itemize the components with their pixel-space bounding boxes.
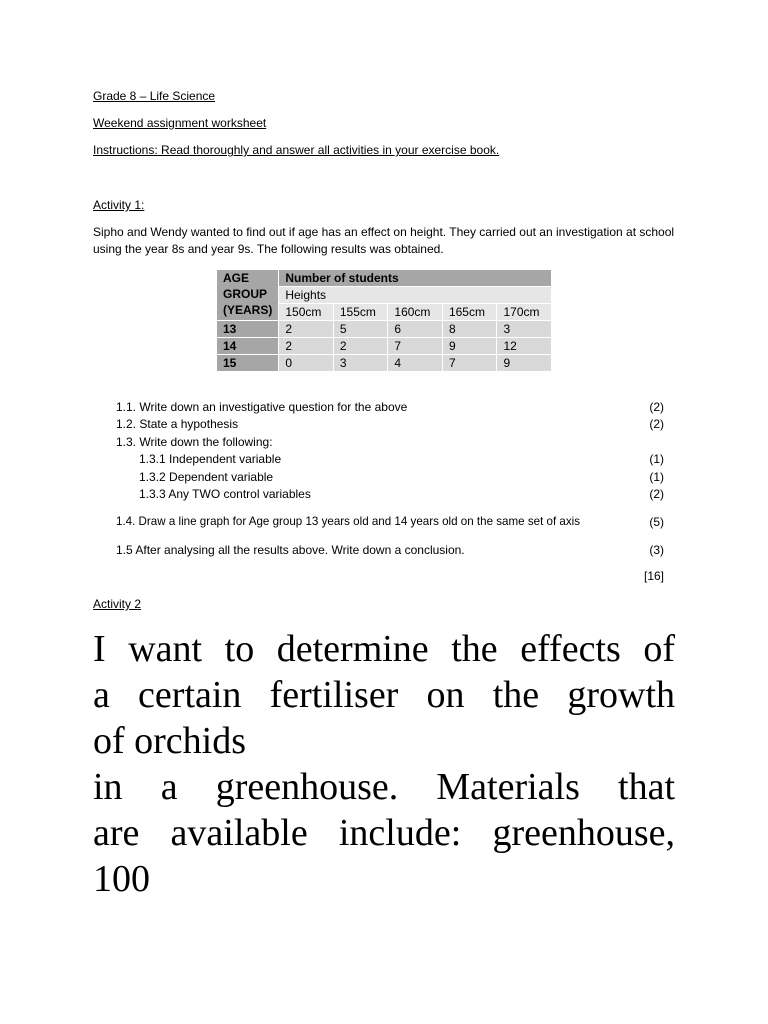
table-cell: 0 — [279, 355, 333, 371]
question-1-2: 1.2. State a hypothesis — [116, 417, 239, 431]
question-1-3-3: 1.3.3 Any TWO control variables — [139, 487, 311, 501]
question-1-1: 1.1. Write down an investigative question for the above — [116, 400, 408, 414]
age-group-header — [217, 270, 278, 320]
question-1-3-2: 1.3.2 Dependent variable — [139, 470, 274, 484]
question-1-5: 1.5 After analysing all the results above. Write down a conclusion. — [116, 543, 465, 557]
table-cell: 7 — [443, 355, 497, 371]
question-1-3: 1.3. Write down the following: — [116, 435, 273, 449]
table-row — [217, 321, 551, 337]
column-header: 165cm — [443, 304, 497, 320]
age-header-line: AGE — [223, 271, 250, 285]
question-mark: (2) — [649, 400, 664, 414]
row-age: 13 — [217, 321, 278, 337]
number-of-students-header: Number of students — [279, 270, 551, 286]
question-mark: (2) — [649, 417, 664, 431]
table-cell: 2 — [279, 338, 333, 354]
table-cell: 4 — [388, 355, 442, 371]
question-mark: (1) — [649, 452, 664, 466]
row-age: 15 — [217, 355, 278, 371]
activity2-text — [93, 626, 675, 902]
question-1-4: 1.4. Draw a line graph for Age group 13 years old and 14 years old on the same set of axis — [116, 515, 581, 528]
activity2-line: of orchids — [93, 720, 247, 762]
heights-label: Heights — [279, 287, 551, 303]
column-header: 170cm — [497, 304, 551, 320]
column-header: 160cm — [388, 304, 442, 320]
activity2-line: are available include: greenhouse, — [93, 812, 675, 854]
activity2-line: a certain fertiliser on the growth — [93, 674, 675, 716]
activity2-line: 100 — [93, 858, 150, 900]
question-mark: (3) — [649, 543, 664, 557]
column-header: 150cm — [279, 304, 333, 320]
activity2-line: in a greenhouse. Materials that — [93, 766, 675, 808]
activity1-intro: Sipho and Wendy wanted to find out if age has an effect on height. They carried out an investigation at school using the year 8s and year 9s. The following results was obtained. — [93, 225, 675, 256]
age-header-line: (YEARS) — [223, 303, 273, 317]
table-cell: 9 — [443, 338, 497, 354]
instructions: Instructions: Read thoroughly and answer all activities in your exercise book. — [93, 143, 500, 157]
table-cell: 3 — [334, 355, 388, 371]
table-cell: 3 — [497, 321, 551, 337]
activity2-line: I want to determine the effects of — [93, 628, 675, 670]
row-age: 14 — [217, 338, 278, 354]
table-row — [217, 355, 551, 371]
table-row — [217, 338, 551, 354]
table-cell: 6 — [388, 321, 442, 337]
grade-label: Grade 8 – Life Science — [93, 89, 216, 103]
total-marks: [16] — [643, 569, 664, 583]
table-cell: 5 — [334, 321, 388, 337]
age-header-line: GROUP — [223, 287, 268, 301]
question-mark: (2) — [649, 487, 664, 501]
activity2-heading: Activity 2 — [93, 597, 142, 611]
question-1-3-1: 1.3.1 Independent variable — [139, 452, 282, 466]
question-mark: (1) — [649, 470, 664, 484]
table-cell: 7 — [388, 338, 442, 354]
table-cell: 9 — [497, 355, 551, 371]
table-cell: 2 — [334, 338, 388, 354]
results-table — [216, 269, 552, 372]
question-mark: (5) — [649, 515, 664, 529]
activity1-heading: Activity 1: — [93, 198, 145, 212]
column-header: 155cm — [334, 304, 388, 320]
table-cell: 2 — [279, 321, 333, 337]
worksheet-title: Weekend assignment worksheet — [93, 116, 267, 130]
table-cell: 12 — [497, 338, 551, 354]
table-cell: 8 — [443, 321, 497, 337]
